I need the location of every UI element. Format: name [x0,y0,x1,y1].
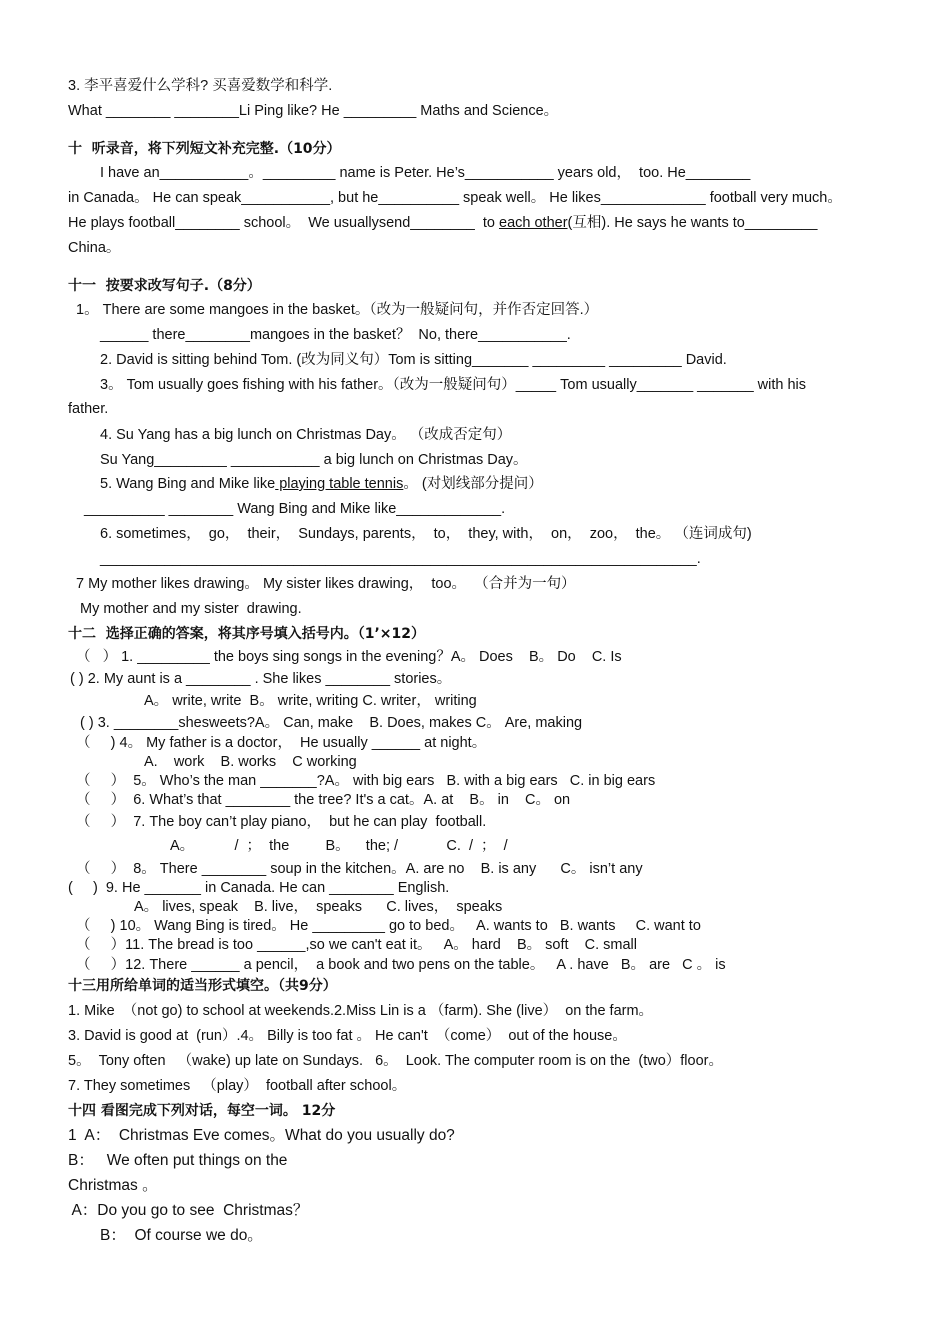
choice-q2: ( ) 2. My aunt is a ________ . She likes ________ stories。 [70,671,452,687]
choice-q12: （ ）12. There ______ a pencil， a book and two pens on the table。 A . have B。 are C 。 is [76,957,726,973]
section-11-heading: 十一 按要求改写句子.（8分） [68,278,261,294]
dialog-line-3: Christmas 。 [68,1177,158,1194]
rewrite-q6: 6. sometimes， go， their， Sundays, parents， to， they, with， on， zoo， the。 （连词成句) [100,526,752,542]
choice-q9: ( ) 9. He _______ in Canada. He can ________ English. [68,880,450,896]
rewrite-q5-answer: __________ ________ Wang Bing and Mike like_____________. [84,501,506,517]
choice-q2-options: A。 write, write B。 write, writing C. writer， writing [144,693,477,709]
q3-answer-line: What ________ ________Li Ping like? He _________ Maths and Science。 [68,103,559,119]
choice-q10: （ ) 10。 Wang Bing is tired。 He _________ go to bed。 A. wants to B. wants C. want to [76,918,701,934]
passage-line-1: I have an___________。_________ name is Peter. He’s___________ years old， too. He________ [100,165,751,181]
rewrite-q3: 3。 Tom usually goes fishing with his father。（改为一般疑问句）_____ Tom usually_______ _______ with his [100,377,807,393]
section-12-heading: 十二 选择正确的答案，将其序号填入括号内。（1’×12） [68,626,426,642]
dialog-line-1: 1 A： Christmas Eve comes。What do you usually do? [68,1127,455,1144]
fill-line-1: 1. Mike （not go) to school at weekends.2.Miss Lin is a （farm). She (live） on the farm。 [68,1003,654,1019]
q3-prompt: 3. 李平喜爱什么学科? 买喜爱数学和科学. [68,78,333,94]
dialog-line-5: B： Of course we do。 [100,1227,263,1244]
choice-q7: （ ） 7. The boy can’t play piano， but he can play football. [76,814,487,830]
passage-line-2: in Canada。 He can speak___________, but he__________ speak well。 He likes_____________ football very much。 [68,190,842,206]
rewrite-q4: 4. Su Yang has a big lunch on Christmas Day。 （改成否定句） [100,427,512,443]
fill-line-4: 7. They sometimes （play） football after school。 [68,1078,407,1094]
choice-q6: （ ） 6. What’s that ________ the tree? It's a cat。A. at B。 in C。 on [76,792,571,808]
choice-q1: （ ） 1. _________ the boys sing songs in the evening？A。 Does B。 Do C. Is [76,649,622,665]
rewrite-q1: 1。 There are some mangoes in the basket。（改为一般疑问句，并作否定回答.） [76,302,599,318]
passage-line-3: He plays football________ school。 We usuallysend________ to each other(互相). He says he wants to_________ [68,215,818,231]
rewrite-q2: 2. David is sitting behind Tom. (改为同义句）Tom is sitting_______ _________ _________ David. [100,352,727,368]
choice-q7-options: A。 / ； the B。 the; / C. / ； / [170,838,508,854]
dialog-line-2: B： We often put things on the [68,1152,288,1169]
choice-q5: （ ） 5。 Who’s the man _______?A。 with big ears B. with a big ears C. in big ears [76,773,656,789]
choice-q4: （ ) 4。 My father is a doctor， He usually ______ at night。 [76,735,487,751]
section-10-heading: 十 听录音，将下列短文补充完整.（10分） [68,141,341,157]
rewrite-q7-answer: My mother and my sister drawing. [80,601,302,617]
fill-line-3: 5。 Tony often （wake) up late on Sundays. 6。 Look. The computer room is on the (two）floor。 [68,1053,723,1069]
choice-q8: （ ） 8。 There ________ soup in the kitchen。A. are no B. is any C。 isn’t any [76,861,643,877]
rewrite-q7: 7 My mother likes drawing。 My sister likes drawing， too。 （合并为一句） [76,576,576,592]
section-14-heading: 十四 看图完成下列对话，每空一词。 12分 [68,1103,336,1119]
rewrite-q3-cont: father. [68,401,109,417]
choice-q3: ( ) 3. ________shesweets?A。 Can, make B. Does, makes C。 Are, making [80,715,583,731]
rewrite-q6-answer: __________________________________________________________________________. [100,551,701,567]
passage-line-4: China。 [68,240,121,256]
section-13-heading: 十三用所给单词的适当形式填空。（共9分） [68,978,337,994]
rewrite-q1-answer: ______ there________mangoes in the basket？ No, there___________. [100,327,571,343]
rewrite-q5: 5. Wang Bing and Mike like playing table tennis。 (对划线部分提问） [100,476,543,492]
choice-q11: （ ）11. The bread is too ______,so we can't eat it。 A。 hard B。 soft C. small [76,937,637,953]
choice-q9-options: A。 lives, speak B. live， speaks C. lives， speaks [134,899,503,915]
choice-q4-options: A. work B. works C working [144,754,357,770]
fill-line-2: 3. David is good at (run）.4。 Billy is too fat 。 He can't （come） out of the house。 [68,1028,627,1044]
dialog-line-4: A：Do you go to see Christmas？ [68,1202,309,1219]
rewrite-q4-answer: Su Yang_________ ___________ a big lunch on Christmas Day。 [100,452,528,468]
